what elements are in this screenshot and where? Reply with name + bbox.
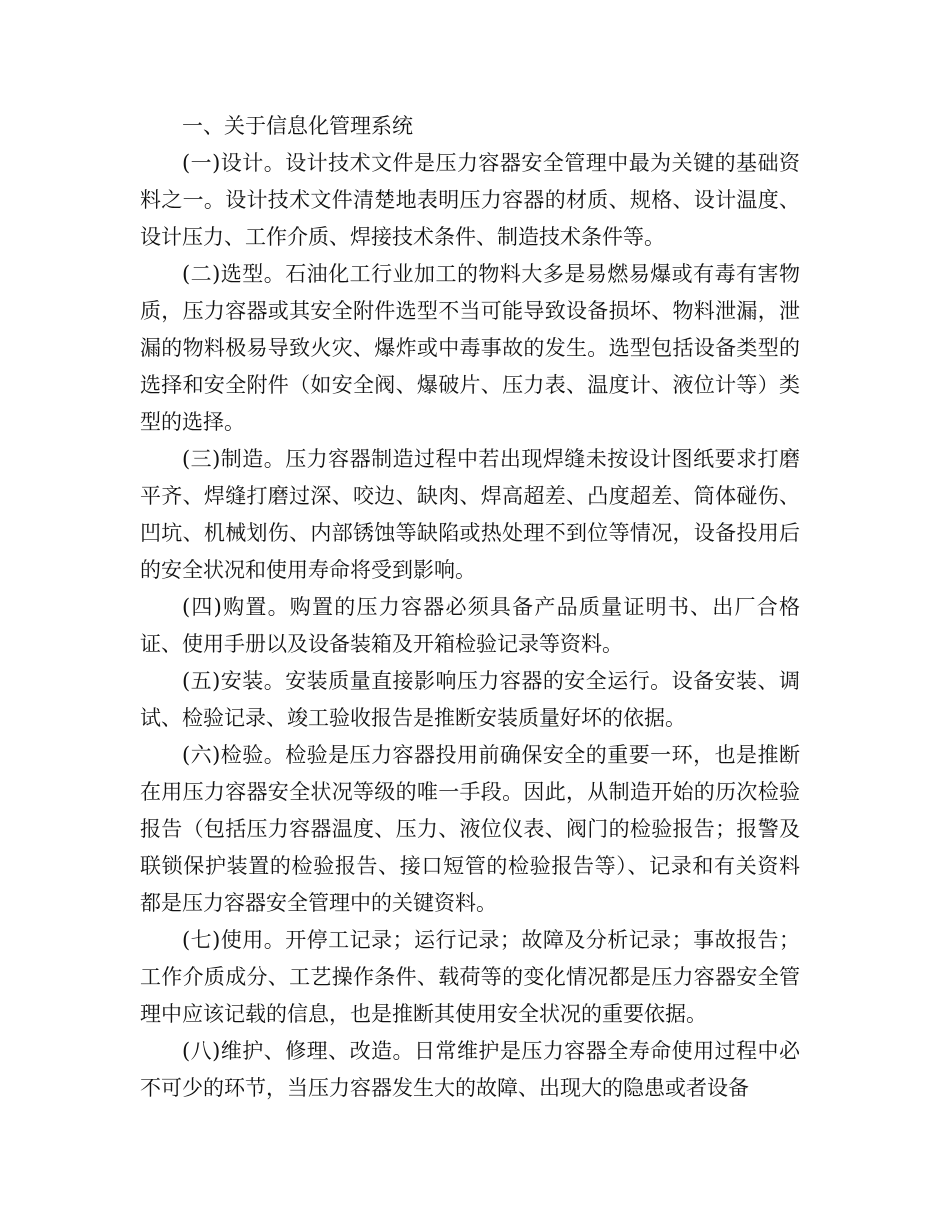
- paragraph-maintenance: (八)维护、修理、改造。日常维护是压力容器全寿命使用过程中必不可少的环节，当压力容器发生大的故障、出现大的隐患或者设备: [140, 1039, 800, 1100]
- paragraph-purchase: (四)购置。购置的压力容器必须具备产品质量证明书、出厂合格证、使用手册以及设备装箱及开箱检验记录等资料。: [140, 595, 800, 656]
- paragraph-usage: (七)使用。开停工记录；运行记录；故障及分析记录；事故报告；工作介质成分、工艺操作条件、载荷等的变化情况都是压力容器安全管理中应该记载的信息，也是推断其使用安全状况的重要依据。: [140, 928, 800, 1026]
- section-heading: 一、关于信息化管理系统: [182, 114, 413, 138]
- paragraph-inspection: (六)检验。检验是压力容器投用前确保安全的重要一环，也是推断在用压力容器安全状况等级的唯一手段。因此，从制造开始的历次检验报告（包括压力容器温度、压力、液位仪表、阀门的检验报告；报警及联锁保护装置的检验报告、接口短管的检验报告等）、记录和有关资料都是压力容器安全管理中的关键资料。: [140, 743, 800, 915]
- document-page: [140, 108, 800, 1107]
- paragraph-design: (一)设计。设计技术文件是压力容器安全管理中最为关键的基础资料之一。设计技术文件清楚地表明压力容器的材质、规格、设计温度、设计压力、工作介质、焊接技术条件、制造技术条件等。: [140, 151, 800, 249]
- paragraph-selection: (二)选型。石油化工行业加工的物料大多是易燃易爆或有毒有害物质，压力容器或其安全附件选型不当可能导致设备损坏、物料泄漏，泄漏的物料极易导致火灾、爆炸或中毒事故的发生。选型包括设备类型的选择和安全附件（如安全阀、爆破片、压力表、温度计、液位计等）类型的选择。: [140, 262, 800, 434]
- paragraph-installation: (五)安装。安装质量直接影响压力容器的安全运行。设备安装、调试、检验记录、竣工验收报告是推断安装质量好坏的依据。: [140, 669, 800, 730]
- paragraph-manufacturing: (三)制造。压力容器制造过程中若出现焊缝未按设计图纸要求打磨平齐、焊缝打磨过深、咬边、缺肉、焊高超差、凸度超差、筒体碰伤、凹坑、机械划伤、内部锈蚀等缺陷或热处理不到位等情况，设备投用后的安全状况和使用寿命将受到影响。: [140, 447, 800, 582]
